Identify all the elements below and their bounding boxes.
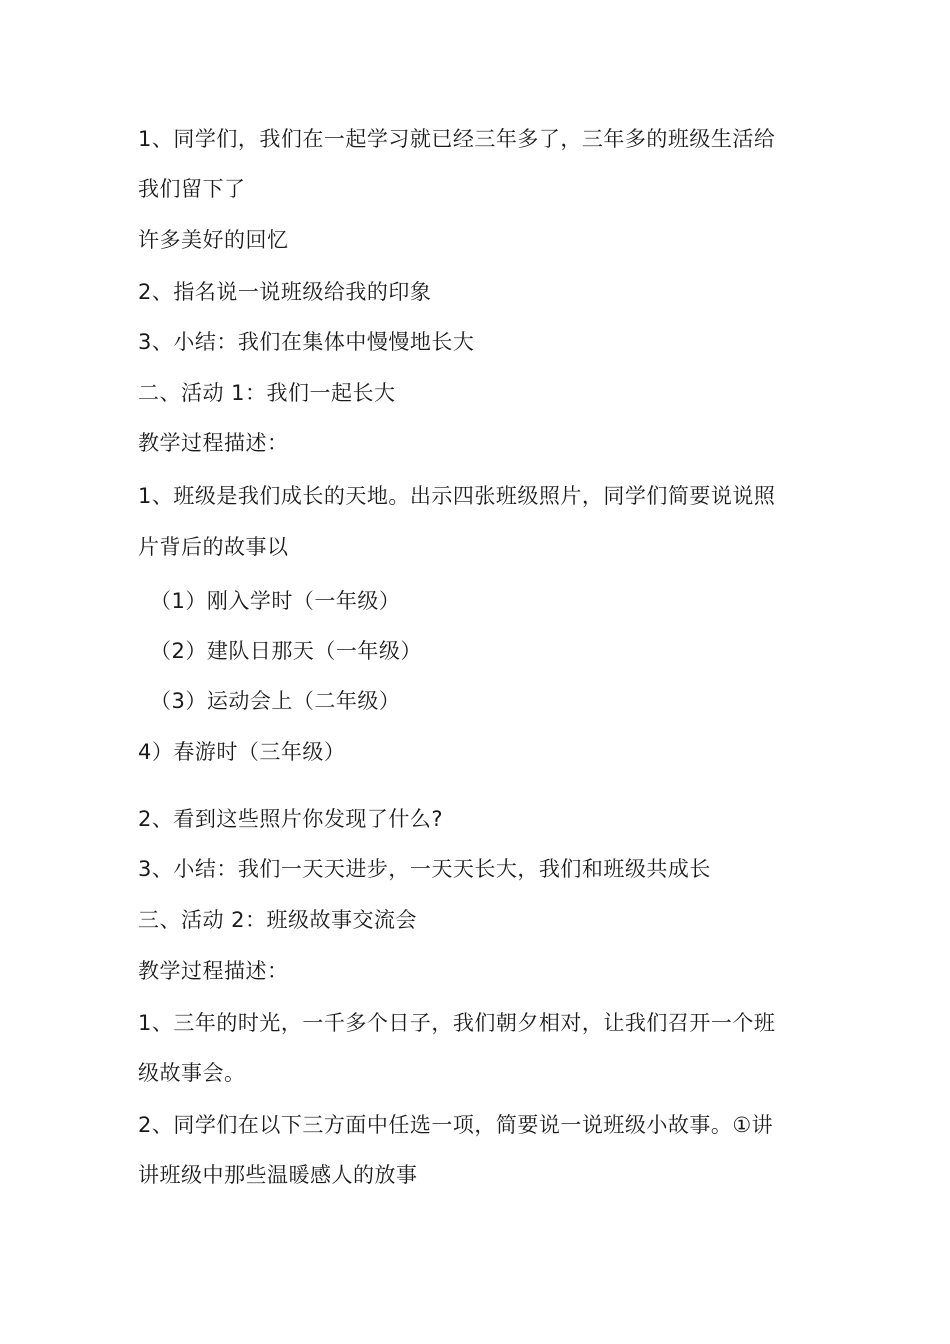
paragraph-line: 3、小结：我们一天天进步，一天天长大，我们和班级共成长 — [138, 857, 711, 881]
paragraph-line: 2、看到这些照片你发现了什么? — [138, 807, 444, 831]
paragraph-line: 片背后的故事以 — [138, 535, 289, 559]
paragraph-line: 2、指名说一说班级给我的印象 — [138, 280, 432, 304]
paragraph-line: 讲班级中那些温暖感人的放事 — [138, 1163, 418, 1187]
paragraph-line: 我们留下了 — [138, 177, 246, 201]
section-heading: 二、活动 1：我们一起长大 — [138, 381, 396, 405]
list-item: （3）运动会上（二年级） — [150, 689, 401, 713]
list-item: （2）建队日那天（一年级） — [150, 639, 422, 663]
list-item: （1）刚入学时（一年级） — [150, 589, 401, 613]
paragraph-line: 1、班级是我们成长的天地。出示四张班级照片，同学们简要说说照 — [138, 484, 776, 508]
list-item: 4）春游时（三年级） — [138, 740, 346, 764]
paragraph-line: 1、同学们，我们在一起学习就已经三年多了，三年多的班级生活给 — [138, 127, 776, 151]
paragraph-line: 教学过程描述： — [138, 431, 289, 455]
paragraph-line: 2、同学们在以下三方面中任选一项，简要说一说班级小故事。①讲 — [138, 1113, 774, 1137]
paragraph-line: 级故事会。 — [138, 1061, 246, 1085]
paragraph-line: 许多美好的回忆 — [138, 228, 289, 252]
paragraph-line: 3、小结：我们在集体中慢慢地长大 — [138, 330, 475, 354]
paragraph-line: 1、三年的时光，一千多个日子，我们朝夕相对，让我们召开一个班 — [138, 1011, 776, 1035]
section-heading: 三、活动 2：班级故事交流会 — [138, 908, 418, 932]
paragraph-line: 教学过程描述： — [138, 959, 289, 983]
